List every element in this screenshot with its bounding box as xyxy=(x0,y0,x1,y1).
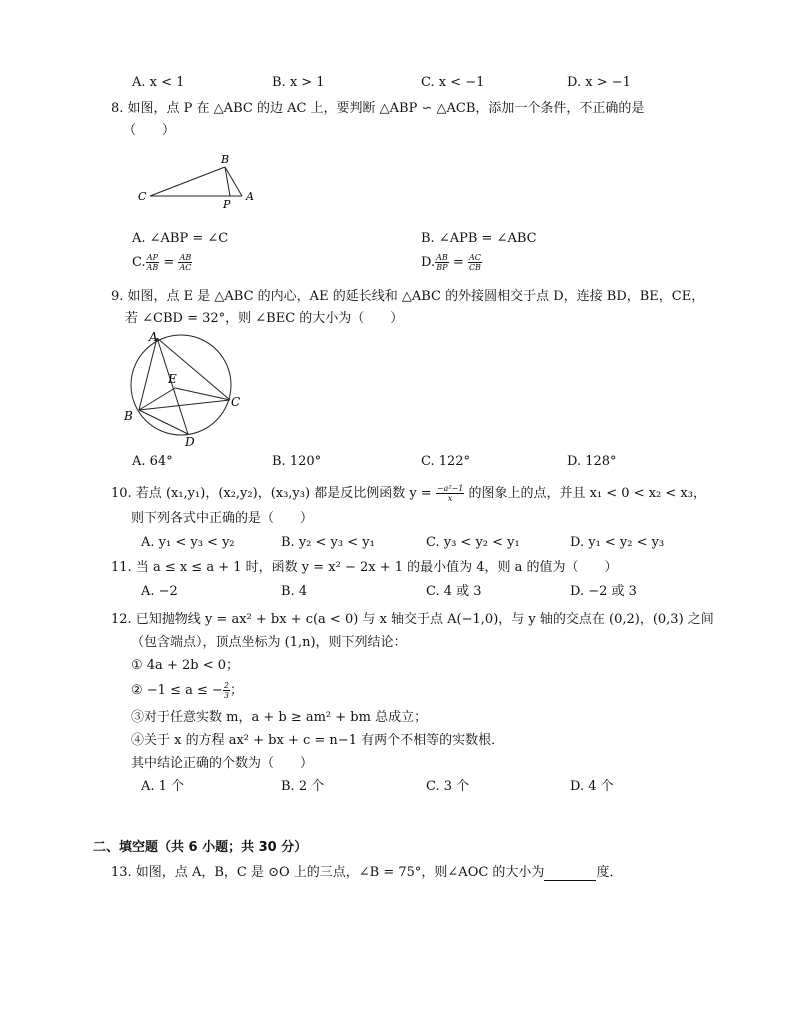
q12-statement-3: ③对于任意实数 m，a + b ≥ am² + bm 总成立； xyxy=(131,710,428,725)
q8-option-c-equals: = xyxy=(163,255,175,270)
q10-option-d: D. y₁ < y₂ < y₃ xyxy=(570,535,665,550)
q8-option-d-f2-num: AC xyxy=(468,253,481,262)
q8-option-d-equals: = xyxy=(452,255,464,270)
q8-triangle-figure xyxy=(134,150,264,212)
q10-option-a: A. y₁ < y₃ < y₂ xyxy=(141,535,235,550)
q12-s2-den: 3 xyxy=(223,691,230,700)
q8-option-b: B. ∠APB = ∠ABC xyxy=(421,231,537,246)
q9-question-line2: 若 ∠CBD = 32°，则 ∠BEC 的大小为（ ） xyxy=(125,311,404,326)
section-2-title: 二、填空题（共 6 小题；共 30 分） xyxy=(93,840,308,855)
q8-label-a: A xyxy=(246,190,254,203)
q13-text-b: 度． xyxy=(596,865,623,880)
q9-circle-figure xyxy=(120,328,245,450)
q8-option-d xyxy=(421,252,482,274)
q9-option-a: A. 64° xyxy=(132,454,173,469)
q8-option-c-f2-num: AB xyxy=(179,253,192,262)
q11-option-b: B. 4 xyxy=(281,584,308,599)
q9-label-b: B xyxy=(124,409,133,423)
q12-question-line1: 12. 已知抛物线 y = ax² + bx + c(a < 0) 与 x 轴交于点 A(−1,0)，与 y 轴的交点在 (0,2)，(0,3) 之间 xyxy=(111,612,714,627)
q12-option-b: B. 2 个 xyxy=(281,779,325,794)
q7-option-c: C. x < −1 xyxy=(421,75,485,90)
q10-fraction xyxy=(436,484,464,503)
q8-option-c-f1-den: AB xyxy=(146,263,159,272)
q12-statement-1: ① 4a + 2b < 0； xyxy=(131,658,239,673)
q8-option-d-fraction-1 xyxy=(435,253,449,272)
q12-option-a: A. 1 个 xyxy=(141,779,185,794)
q12-option-c: C. 3 个 xyxy=(426,779,470,794)
q9-label-e: E xyxy=(168,372,177,386)
q10-line1-text-a: 10. 若点 (x₁,y₁)，(x₂,y₂)，(x₃,y₃) 都是反比例函数 y = xyxy=(111,486,432,501)
q12-count-line: 其中结论正确的个数为（ ） xyxy=(131,756,314,771)
q9-option-b: B. 120° xyxy=(272,454,322,469)
q9-option-d: D. 128° xyxy=(567,454,617,469)
q8-question-line1: 8. 如图，点 P 在 △ABC 的边 AC 上，要判断 △ABP ∽ △ACB，添加一个条件，不正确的是 xyxy=(111,101,645,116)
q11-option-a: A. −2 xyxy=(141,584,178,599)
q9-question-line1: 9. 如图，点 E 是 △ABC 的内心，AE 的延长线和 △ABC 的外接圆相交于点 D，连接 BD，BE，CE， xyxy=(111,289,705,304)
q9-label-c: C xyxy=(231,395,241,409)
q12-statement-2-end: ； xyxy=(230,683,244,698)
q8-option-d-prefix: D. xyxy=(421,255,436,270)
q12-statement-2 xyxy=(131,679,243,703)
q8-option-c-f2-den: AC xyxy=(179,263,192,272)
q11-option-c: C. 4 或 3 xyxy=(426,584,482,599)
q11-option-d: D. −2 或 3 xyxy=(570,584,637,599)
q10-question-line2: 则下列各式中正确的是（ ） xyxy=(131,511,314,526)
q10-line1-text-b: 的图象上的点，并且 x₁ < 0 < x₂ < x₃， xyxy=(468,486,706,501)
q10-option-c: C. y₃ < y₂ < y₁ xyxy=(426,535,520,550)
q12-statement-2-fraction xyxy=(223,681,230,700)
q7-option-d: D. x > −1 xyxy=(567,75,631,90)
q8-option-d-fraction-2 xyxy=(468,253,482,272)
q8-option-c-prefix: C. xyxy=(132,255,146,270)
q9-label-a: A xyxy=(149,330,158,344)
q8-option-d-f1-num: AB xyxy=(436,253,448,262)
q10-fraction-den: x xyxy=(447,494,453,503)
q13-text-a: 13. 如图，点 A，B，C 是 ⊙O 上的三点，∠B = 75°，则∠AOC 的大小为 xyxy=(111,865,545,880)
q7-option-b: B. x > 1 xyxy=(272,75,325,90)
q7-option-a: A. x < 1 xyxy=(132,75,185,90)
q8-option-a: A. ∠ABP = ∠C xyxy=(132,231,229,246)
q8-option-d-f1-den: BP xyxy=(436,263,448,272)
q10-question-line1 xyxy=(111,483,706,505)
q8-option-c-fraction-1 xyxy=(146,253,160,272)
q8-question-line2: （ ） xyxy=(123,123,176,138)
q12-option-d: D. 4 个 xyxy=(570,779,614,794)
q12-s2-num: 2 xyxy=(223,681,230,690)
q11-question-line1: 11. 当 a ≤ x ≤ a + 1 时，函数 y = x² − 2x + 1 的最小值为 4，则 a 的值为（ ） xyxy=(111,560,618,575)
q8-label-b: B xyxy=(221,153,230,166)
q10-option-b: B. y₂ < y₃ < y₁ xyxy=(281,535,375,550)
q12-statement-4: ④关于 x 的方程 ax² + bx + c = n−1 有两个不相等的实数根． xyxy=(131,733,505,748)
q9-option-c: C. 122° xyxy=(421,454,471,469)
q8-option-c-fraction-2 xyxy=(178,253,192,272)
q13-answer-blank[interactable] xyxy=(544,868,596,881)
q10-fraction-num: −a²−1 xyxy=(436,484,464,493)
q8-option-d-f2-den: CB xyxy=(468,263,481,272)
q8-label-c: C xyxy=(138,190,147,203)
q8-option-c-f1-num: AP xyxy=(146,253,159,262)
q8-option-c xyxy=(132,252,192,274)
q12-statement-2-text: ② −1 ≤ a ≤ − xyxy=(131,683,223,698)
q13-question-line1 xyxy=(111,865,622,881)
q12-question-line2: （包含端点），顶点坐标为 (1,n)，则下列结论： xyxy=(131,635,407,650)
q8-label-p: P xyxy=(223,198,231,211)
q9-label-d: D xyxy=(185,435,195,449)
